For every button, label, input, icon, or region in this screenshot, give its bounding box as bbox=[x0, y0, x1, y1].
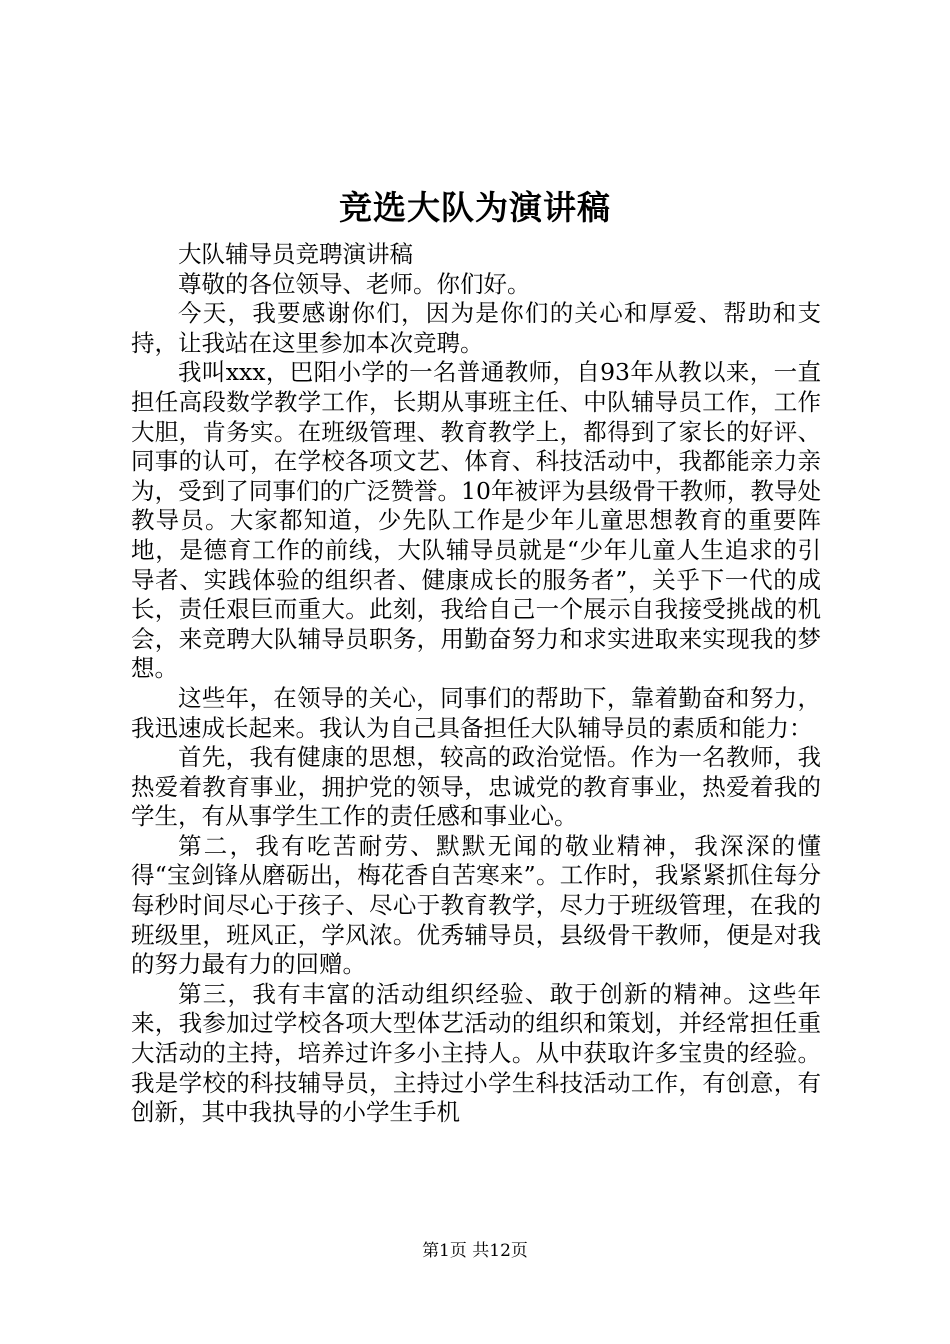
paragraph-growth: 这些年，在领导的关心，同事们的帮助下，靠着勤奋和努力，我迅速成长起来。我认为自己具备担任大队辅导员的素质和能力： bbox=[131, 683, 821, 742]
document-body bbox=[131, 240, 821, 1128]
paragraph-second-point: 第二，我有吃苦耐劳、默默无闻的敬业精神，我深深的懂得“宝剑锋从磨砺出，梅花香自苦寒来”。工作时，我紧紧抓住每分每秒时间尽心于孩子、尽心于教育教学，尽力于班级管理，在我的班级里，班风正，学风浓。优秀辅导员，县级骨干教师，便是对我的努力最有力的回赠。 bbox=[131, 831, 821, 979]
document-title: 竞选大队为演讲稿 bbox=[339, 188, 611, 227]
page-number-footer: 第1页 共12页 bbox=[422, 1241, 528, 1261]
paragraph-heading: 大队辅导员竞聘演讲稿 bbox=[178, 240, 413, 268]
paragraph-third-point: 第三，我有丰富的活动组织经验、敢于创新的精神。这些年来，我参加过学校各项大型体艺活动的组织和策划，并经常担任重大活动的主持，培养过许多小主持人。从中获取许多宝贵的经验。我是学校的科技辅导员，主持过小学生科技活动工作，有创意，有创新，其中我执导的小学生手机 bbox=[131, 979, 821, 1127]
paragraph-greeting: 尊敬的各位领导、老师。你们好。 bbox=[178, 269, 531, 298]
paragraph-introduction: 我叫xxx，巴阳小学的一名普通教师，自93年从教以来，一直担任高段数学教学工作，长期从事班主任、中队辅导员工作，工作大胆，肯务实。在班级管理、教育教学上，都得到了家长的好评、同事的认可，在学校各项文艺、体育、科技活动中，我都能亲力亲为，受到了同事们的广泛赞誉。10年被评为县级骨干教师，教导处教导员。大家都知道，少先队工作是少年儿童思想教育的重要阵地，是德育工作的前线，大队辅导员就是“少年儿童人生追求的引导者、实践体验的组织者、健康成长的服务者”，关乎下一代的成长，责任艰巨而重大。此刻，我给自己一个展示自我接受挑战的机会，来竞聘大队辅导员职务，用勤奋努力和求实进取来实现我的梦想。 bbox=[131, 358, 821, 683]
paragraph-thanks: 今天，我要感谢你们，因为是你们的关心和厚爱、帮助和支持，让我站在这里参加本次竞聘。 bbox=[131, 299, 821, 357]
paragraph-first-point: 首先，我有健康的思想，较高的政治觉悟。作为一名教师，我热爱着教育事业，拥护党的领导，忠诚党的教育事业，热爱着我的学生，有从事学生工作的责任感和事业心。 bbox=[131, 743, 821, 831]
